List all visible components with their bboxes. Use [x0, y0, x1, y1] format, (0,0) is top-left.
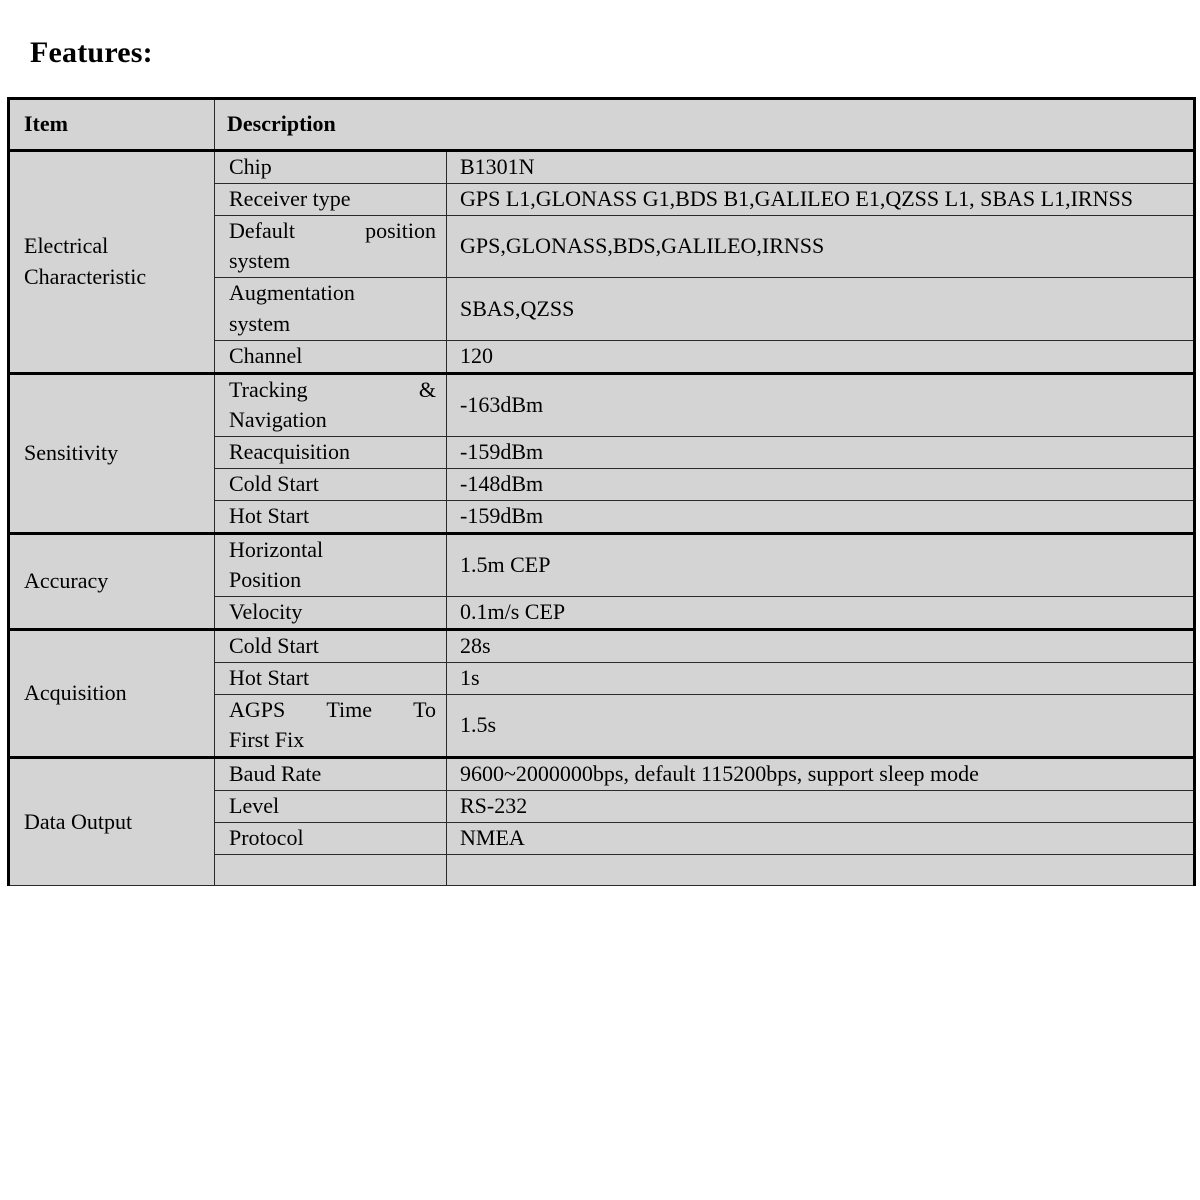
group-label-line-1: Electrical — [24, 232, 109, 258]
features-specification-table — [7, 97, 1196, 886]
sub-label-line-2: Navigation — [229, 407, 327, 433]
cell-value: -148dBm — [447, 468, 1195, 500]
sub-label: Velocity — [215, 597, 447, 630]
table-header-row — [9, 99, 1195, 151]
sub-label: Cold Start — [215, 468, 447, 500]
cell-value: -159dBm — [447, 500, 1195, 533]
table-row — [9, 629, 1195, 662]
sub-label-line-2: First Fix — [229, 727, 305, 753]
cell-value: -163dBm — [447, 373, 1195, 437]
sub-label: Channel — [215, 340, 447, 373]
table-row — [9, 373, 1195, 437]
group-label-acquisition: Acquisition — [9, 629, 215, 757]
sub-label-line-2: Position — [229, 567, 302, 593]
cell-value: GPS,GLONASS,BDS,GALILEO,IRNSS — [447, 215, 1195, 278]
sub-label: Reacquisition — [215, 437, 447, 469]
sub-label: Hot Start — [215, 500, 447, 533]
sub-label: Baud Rate — [215, 758, 447, 791]
sub-label-line-1: Default position — [229, 217, 436, 243]
sub-label — [215, 373, 447, 437]
cell-value: 9600~2000000bps, default 115200bps, support sleep mode — [447, 758, 1195, 791]
sub-label: Chip — [215, 151, 447, 184]
cell-value: NMEA — [447, 822, 1195, 854]
group-label-accuracy: Accuracy — [9, 533, 215, 629]
sub-label-line-2: system — [229, 248, 291, 274]
cell-value: 1s — [447, 662, 1195, 694]
table-row — [9, 533, 1195, 597]
sub-label: Hot Start — [215, 662, 447, 694]
sub-label-line-1: AGPS Time To — [229, 696, 436, 722]
cell-value: RS-232 — [447, 790, 1195, 822]
group-label-sensitivity: Sensitivity — [9, 373, 215, 533]
table-body — [9, 151, 1195, 886]
sub-label — [215, 533, 447, 597]
cell-value: 120 — [447, 340, 1195, 373]
sub-label: Level — [215, 790, 447, 822]
table-row — [9, 151, 1195, 184]
sub-label: Protocol — [215, 822, 447, 854]
cell-value: GPS L1,GLONASS G1,BDS B1,GALILEO E1,QZSS L1, SBAS L1,IRNSS — [447, 183, 1195, 215]
sub-label: Receiver type — [215, 183, 447, 215]
cell-value: 1.5m CEP — [447, 533, 1195, 597]
group-label-line-2: Characteristic — [24, 263, 147, 289]
cell-value: SBAS,QZSS — [447, 278, 1195, 341]
sub-label-empty — [215, 854, 447, 886]
cell-value: -159dBm — [447, 437, 1195, 469]
column-header-description: Description — [215, 99, 1195, 151]
cell-value: B1301N — [447, 151, 1195, 184]
sub-label-line-1: Augmentation — [229, 280, 355, 306]
cell-value: 1.5s — [447, 694, 1195, 758]
group-label-electrical — [9, 151, 215, 374]
cell-value-empty — [447, 854, 1195, 886]
table-header — [9, 99, 1195, 151]
sub-label-line-1: Tracking & — [229, 376, 436, 402]
group-label-data-output: Data Output — [9, 758, 215, 886]
sub-label: Cold Start — [215, 629, 447, 662]
cell-value: 0.1m/s CEP — [447, 597, 1195, 630]
sub-label — [215, 215, 447, 278]
cell-value: 28s — [447, 629, 1195, 662]
column-header-item: Item — [9, 99, 215, 151]
table-row — [9, 758, 1195, 791]
sub-label-line-2: system — [229, 310, 291, 336]
sub-label — [215, 278, 447, 341]
page-title: Features: — [30, 36, 153, 69]
sub-label-line-1: Horizontal — [229, 536, 324, 562]
sub-label — [215, 694, 447, 758]
